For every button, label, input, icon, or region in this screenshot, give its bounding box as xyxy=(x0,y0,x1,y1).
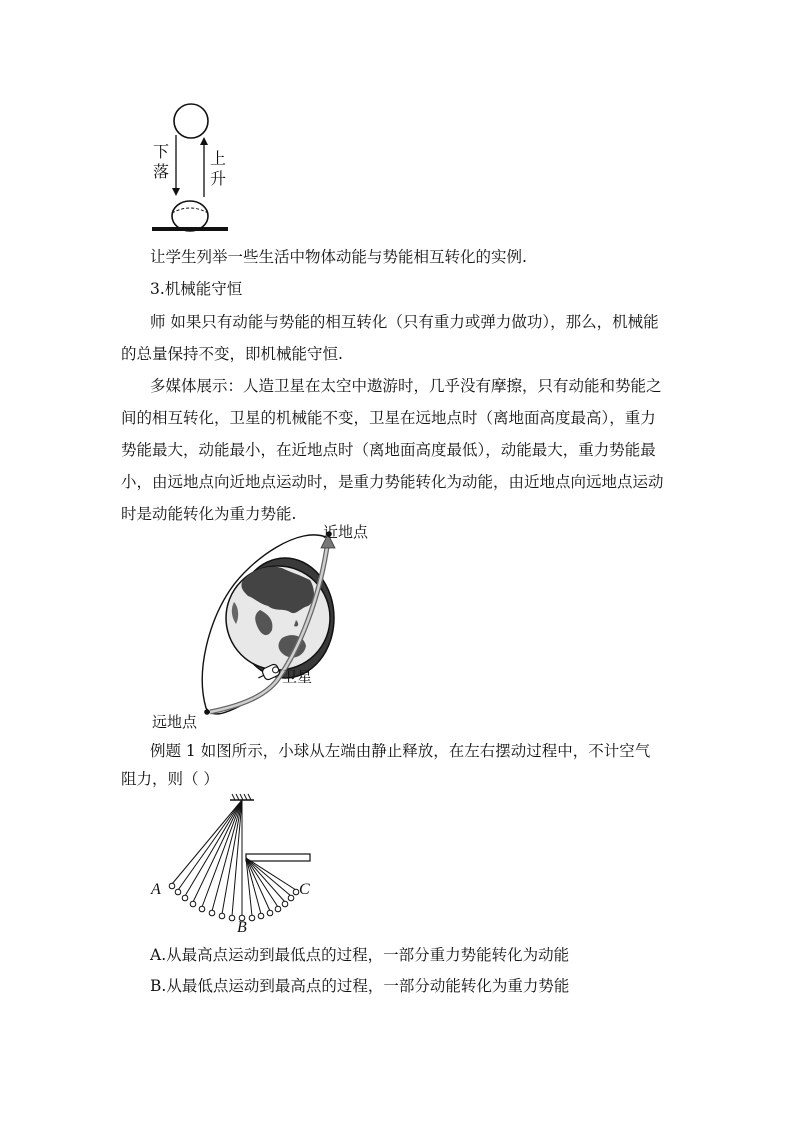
media-line-5: 时是动能转化为重力势能. xyxy=(121,505,297,523)
option-b: B.从最低点运动到最高点的过程，一部分动能转化为重力势能 xyxy=(150,977,570,995)
media-line-4: 小，由远地点向近地点运动时，是重力势能转化为动能，由近地点向远地点运动 xyxy=(121,473,664,491)
pendulum-diagram xyxy=(150,792,320,932)
example1-line-1: 例题 1 如图所示，小球从左端由静止释放，在左右摆动过程中，不计空气 xyxy=(150,742,651,760)
perigee-label: 近地点 xyxy=(323,523,369,541)
satellite-orbit-figure xyxy=(150,520,390,730)
teacher-line-1: 师 如果只有动能与势能的相互转化（只有重力或弹力做功），那么，机械能 xyxy=(150,313,659,331)
pendulum-label-c: C xyxy=(299,881,310,898)
pendulum-label-b: B xyxy=(237,919,247,936)
pendulum-figure xyxy=(150,792,320,932)
example1-line-2: 阻力，则（ ） xyxy=(121,770,219,788)
teacher-line-2: 的总量保持不变，即机械能守恒. xyxy=(121,345,343,363)
satellite-label: 卫星 xyxy=(282,668,313,686)
paragraph-examples: 让学生列举一些生活中物体动能与势能相互转化的实例. xyxy=(150,248,527,266)
satellite-orbit-diagram xyxy=(150,520,390,730)
rise-label: 上 升 xyxy=(209,149,226,188)
media-line-2: 间的相互转化，卫星的机械能不变，卫星在远地点时（离地面高度最高），重力 xyxy=(121,409,656,427)
apogee-label: 远地点 xyxy=(152,713,198,731)
section-heading-conservation: 3.机械能守恒 xyxy=(150,280,243,298)
media-line-3: 势能最大，动能最小，在近地点时（离地面高度最低），动能最大，重力势能最 xyxy=(121,441,656,459)
media-line-1: 多媒体展示：人造卫星在太空中遨游时，几乎没有摩擦，只有动能和势能之 xyxy=(150,377,662,395)
fall-label: 下 落 xyxy=(152,142,169,181)
option-a: A.从最高点运动到最低点的过程，一部分重力势能转化为动能 xyxy=(150,946,570,964)
pendulum-label-a: A xyxy=(151,881,161,898)
